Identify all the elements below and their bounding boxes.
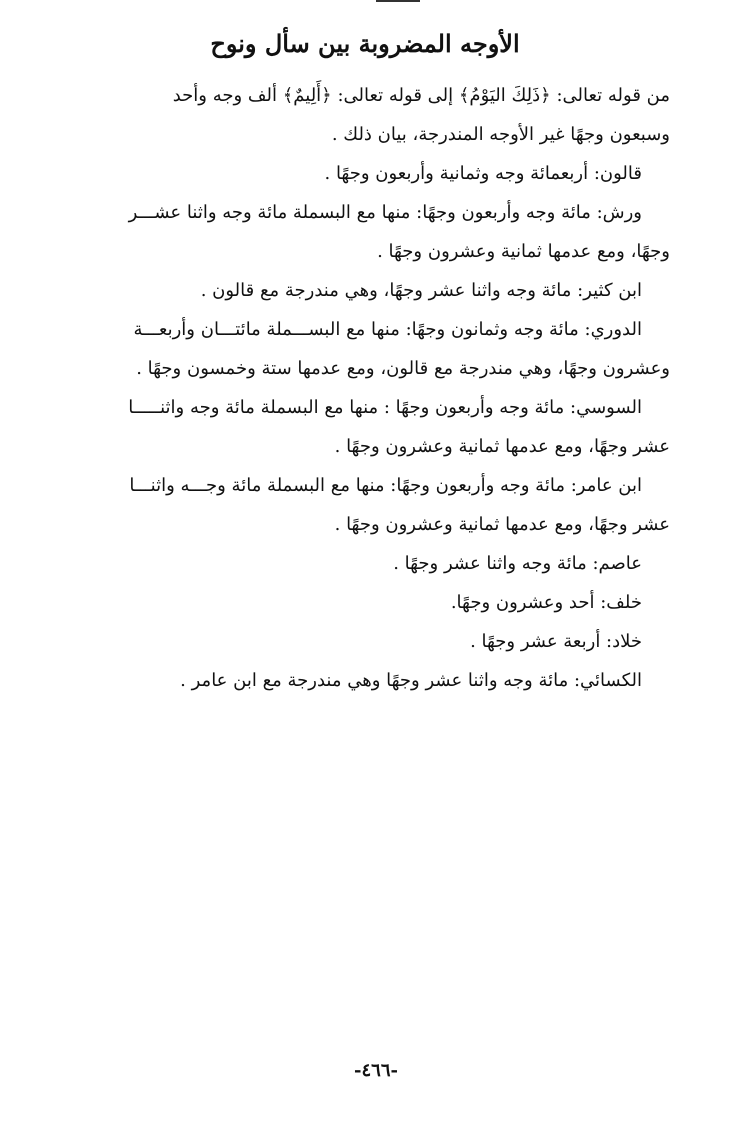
intro-line-1: من قوله تعالى: ﴿ذَلِكَ اليَوْمُ﴾ إلى قوله تعالى: ﴿أَلِيمٌ﴾ ألف وجه وأحد — [172, 85, 670, 106]
warsh-line-2: وجهًا، ومع عدمها ثمانية وعشرون وجهًا . — [377, 241, 670, 262]
ibn-amir-line-1: ابن عامر: مائة وجه وأربعون وجهًا: منها مع البسملة مائة وجـــه واثنـــا — [129, 475, 642, 496]
duri-line-1: الدوري: مائة وجه وثمانون وجهًا: منها مع البســـملة مائتـــان وأربعـــة — [133, 319, 642, 340]
susi-line-2: عشر وجهًا، ومع عدمها ثمانية وعشرون وجهًا . — [334, 436, 670, 457]
ibn-amir-line-2: عشر وجهًا، ومع عدمها ثمانية وعشرون وجهًا . — [334, 514, 670, 535]
warsh-line-1: ورش: مائة وجه وأربعون وجهًا: منها مع البسملة مائة وجه واثنا عشـــر — [128, 202, 642, 223]
asim-line: عاصم: مائة وجه واثنا عشر وجهًا . — [393, 553, 642, 574]
intro-line-2: وسبعون وجهًا غير الأوجه المندرجة، بيان ذلك . — [331, 124, 670, 145]
susi-line-1: السوسي: مائة وجه وأربعون وجهًا : منها مع البسملة مائة وجه واثنـــــا — [128, 397, 642, 418]
duri-line-2: وعشرون وجهًا، وهي مندرجة مع قالون، ومع عدمها ستة وخمسون وجهًا . — [136, 358, 670, 379]
khalaf-line: خلف: أحد وعشرون وجهًا. — [450, 592, 642, 613]
khallad-line: خلاد: أربعة عشر وجهًا . — [470, 631, 642, 652]
kisai-line: الكسائي: مائة وجه واثنا عشر وجهًا وهي مندرجة مع ابن عامر . — [180, 670, 642, 691]
top-edge-mark — [376, 0, 420, 2]
page-title: الأوجه المضروبة بين سأل ونوح — [210, 29, 520, 58]
page-number: -٤٦٦- — [354, 1060, 398, 1081]
ibn-kathir-line: ابن كثير: مائة وجه واثنا عشر وجهًا، وهي مندرجة مع قالون . — [200, 280, 642, 301]
qalun-line: قالون: أربعمائة وجه وثمانية وأربعون وجهًا . — [324, 163, 642, 184]
page-body — [60, 24, 670, 700]
